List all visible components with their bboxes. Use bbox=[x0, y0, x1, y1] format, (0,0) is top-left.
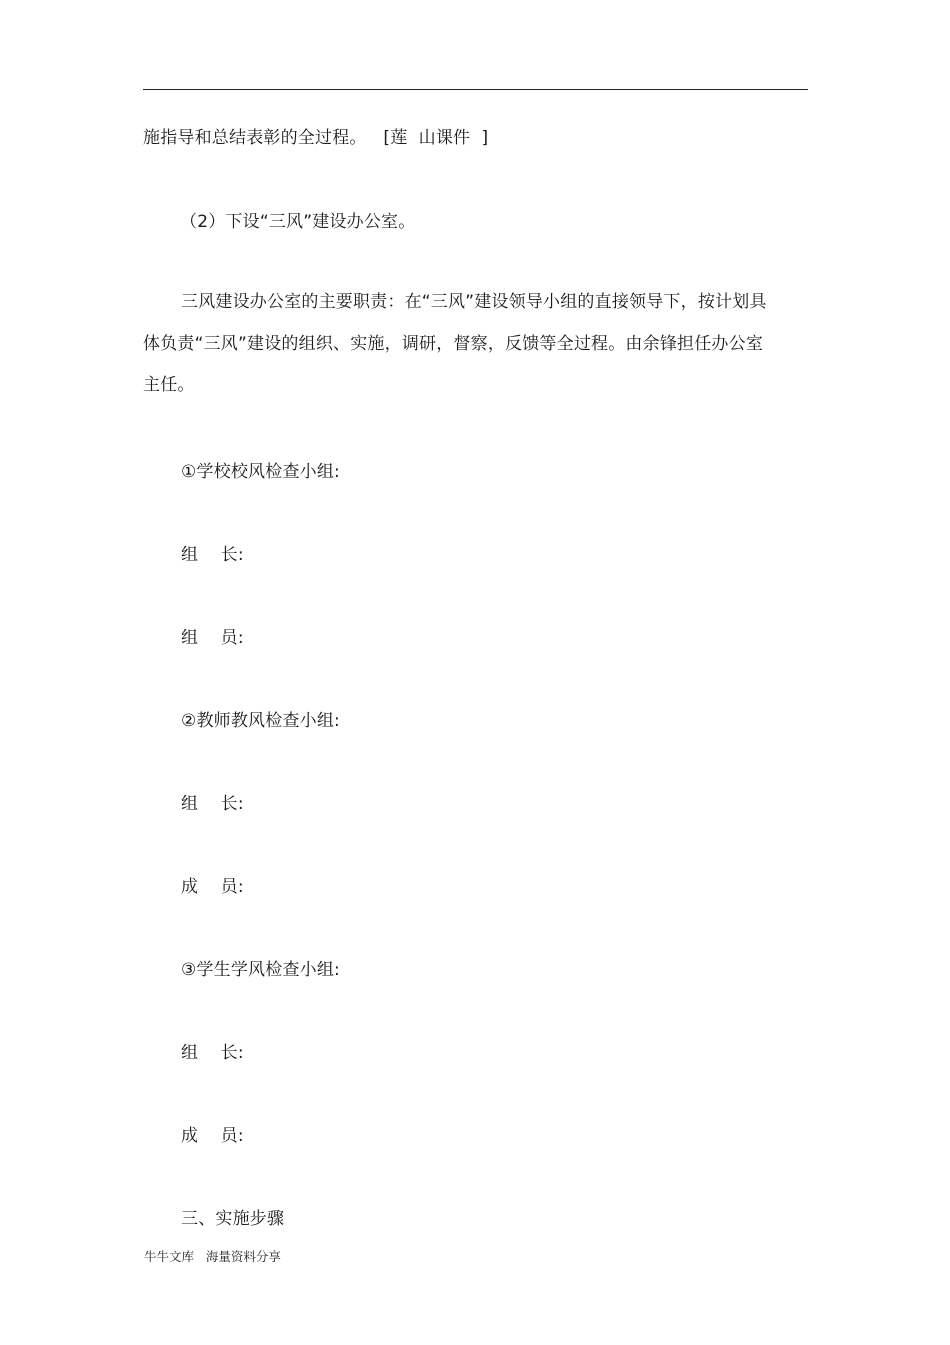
group-1-title: ①学校校风检查小组: bbox=[181, 462, 340, 482]
group-1-members-label: 组 员: bbox=[181, 628, 244, 648]
group-3-title: ③学生学风检查小组: bbox=[181, 960, 340, 980]
footer-text: 牛牛文库 海量资料分享 bbox=[144, 1249, 281, 1264]
section-2-heading: （2）下设“三风”建设办公室。 bbox=[180, 212, 416, 232]
header-rule bbox=[143, 89, 808, 90]
section-3-heading: 三、实施步骤 bbox=[181, 1209, 285, 1229]
group-1-leader-label: 组 长: bbox=[181, 545, 244, 565]
group-2-title: ②教师教风检查小组: bbox=[181, 711, 340, 731]
office-duties-paragraph: 三风建设办公室的主要职责：在“三风”建设领导小组的直接领导下，按计划具体负责“三风”建设的组织、实施，调研，督察，反馈等全过程。由余锋担任办公室主任。 bbox=[143, 292, 767, 395]
group-2-members-label: 成 员: bbox=[181, 877, 244, 897]
group-3-leader-label: 组 长: bbox=[181, 1043, 244, 1063]
continuation-text: 施指导和总结表彰的全过程。 [莲 山课件 ] bbox=[143, 128, 489, 148]
group-2-leader-label: 组 长: bbox=[181, 794, 244, 814]
group-3-members-label: 成 员: bbox=[181, 1126, 244, 1146]
